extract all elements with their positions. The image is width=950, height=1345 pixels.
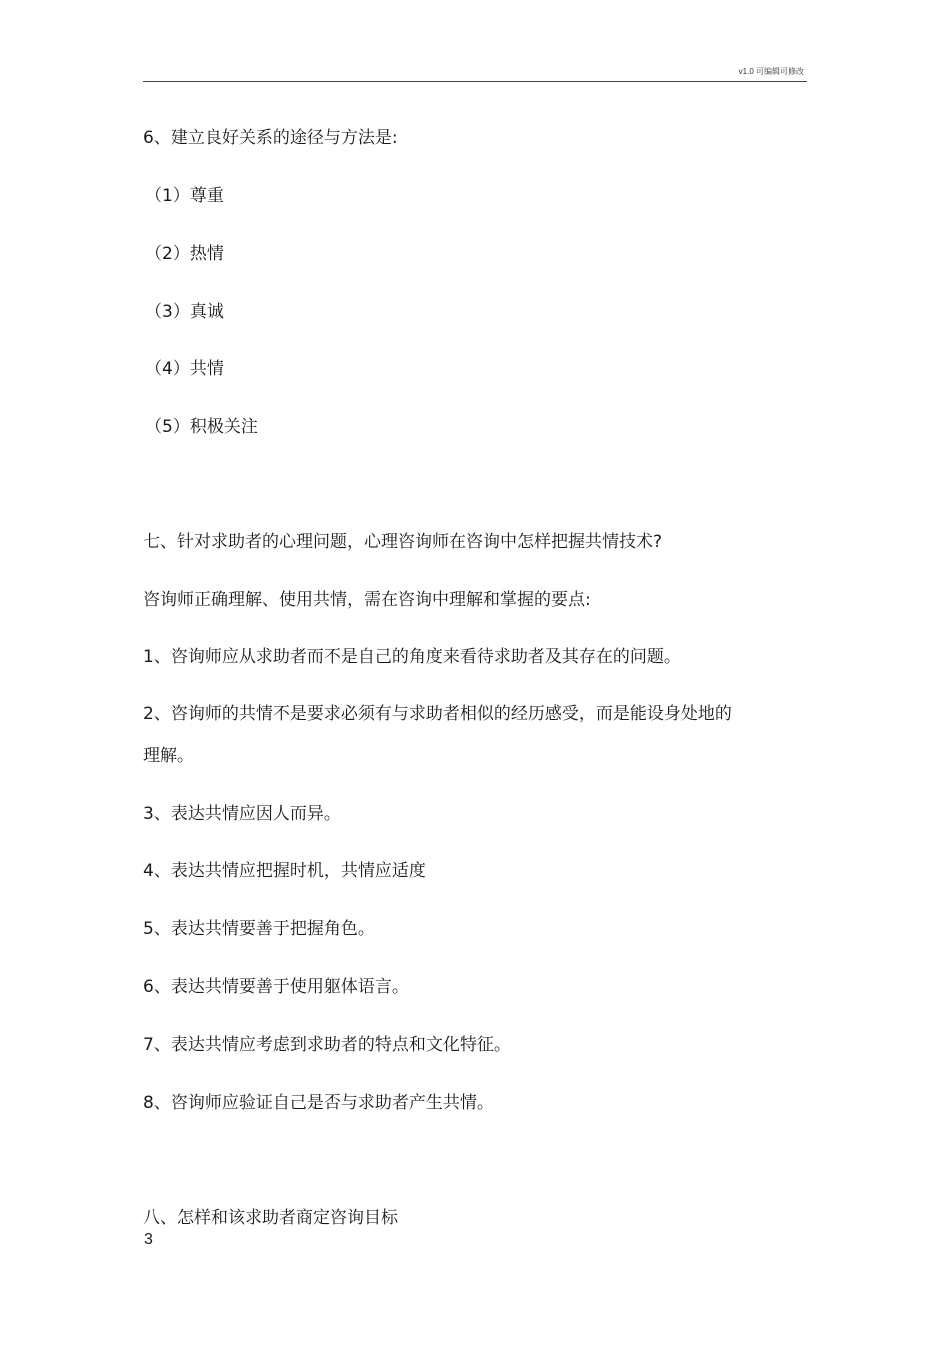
point-item-continuation: 理解。 <box>143 746 194 766</box>
point-item: 6、表达共情要善于使用躯体语言。 <box>143 977 409 997</box>
list-item: （1）尊重 <box>145 186 224 206</box>
list-item: （2）热情 <box>145 244 224 264</box>
point-item: 4、表达共情应把握时机，共情应适度 <box>143 861 426 881</box>
section8-heading: 八、怎样和该求助者商定咨询目标 <box>143 1208 398 1228</box>
header-divider <box>143 81 807 82</box>
header-version-note: v1.0 可编辑可修改 <box>738 67 804 76</box>
section7-intro: 咨询师正确理解、使用共情，需在咨询中理解和掌握的要点: <box>143 590 591 610</box>
point-item: 3、表达共情应因人而异。 <box>143 804 341 824</box>
section6-heading: 6、建立良好关系的途径与方法是: <box>143 128 398 148</box>
page-number: 3 <box>144 1231 153 1248</box>
point-item: 1、咨询师应从求助者而不是自己的角度来看待求助者及其存在的问题。 <box>143 647 681 667</box>
list-item: （5）积极关注 <box>145 417 258 437</box>
list-item: （4）共情 <box>145 359 224 379</box>
point-item: 5、表达共情要善于把握角色。 <box>143 919 375 939</box>
point-item: 8、咨询师应验证自己是否与求助者产生共情。 <box>143 1093 494 1113</box>
point-item: 2、咨询师的共情不是要求必须有与求助者相似的经历感受，而是能设身处地的 <box>143 704 732 724</box>
list-item: （3）真诚 <box>145 302 224 322</box>
point-item: 7、表达共情应考虑到求助者的特点和文化特征。 <box>143 1035 511 1055</box>
section7-heading: 七、针对求助者的心理问题，心理咨询师在咨询中怎样把握共情技术? <box>143 532 663 552</box>
